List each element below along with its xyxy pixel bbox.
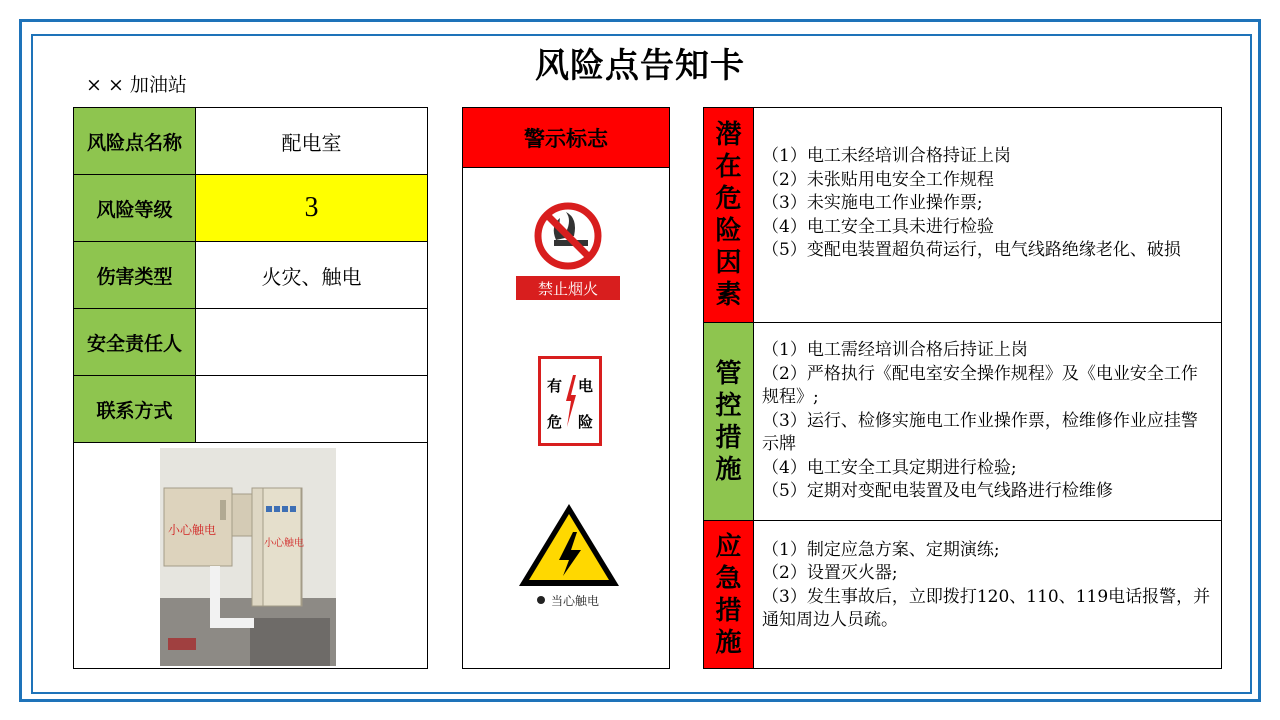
no-smoking-icon [514,200,622,304]
list-item: （1）制定应急方案、定期演练; [762,539,1000,560]
value-contact [196,376,427,442]
control-items [762,323,1213,520]
photo-label-2: 小心触电 [264,538,304,549]
heading-char: 因 [715,248,742,278]
warning-signs-header: 警示标志 [463,108,669,168]
photo-label-1: 小心触电 [168,523,217,537]
label-injury-type: 伤害类型 [74,242,196,308]
distribution-room-photo [160,448,336,666]
sign-char-wei: 危 [547,413,563,431]
list-item: （3）运行、检修实施电工作业操作票，检维修作业应挂警示牌 [762,410,1198,455]
heading-char: 潜 [715,120,742,150]
warning-signs-column [462,107,670,669]
station-name: × × 加油站 [86,74,187,96]
heading-char: 措 [715,595,742,626]
heading-char: 措 [715,422,742,453]
measures-table [703,107,1222,669]
row-contact [74,376,427,443]
electric-shock-warning-icon [517,502,621,614]
list-item: （3）发生事故后，立即拨打120、110、119电话报警，并通知周边人员疏。 [762,586,1211,630]
value-risk-point-name: 配电室 [281,130,342,155]
sign-char-you: 有 [547,377,563,395]
label-contact: 联系方式 [74,376,196,442]
list-item: （4）电工安全工具定期进行检验; [762,457,1017,478]
row-responsible-person [74,309,427,376]
sign-char-dian: 电 [577,377,593,395]
section-potential-hazards [704,108,1221,323]
section-control-measures [704,323,1221,521]
emergency-items [762,521,1213,668]
heading-char: 施 [715,454,742,485]
risk-info-table [73,107,428,669]
list-item: （2）未张贴用电安全工作规程 [762,169,994,190]
heading-char: 管 [715,358,742,389]
section-emergency-measures [704,521,1221,668]
list-item: （3）未实施电工作业操作票; [762,193,983,214]
no-smoking-caption: 禁止烟火 [537,280,599,298]
label-responsible-person: 安全责任人 [74,309,196,375]
list-item: （5）变配电装置超负荷运行，电气线路绝缘老化、破损 [762,240,1181,261]
list-item: （1）电工需经培训合格后持证上岗 [762,340,1028,361]
heading-char: 险 [715,216,742,246]
electric-shock-caption: 当心触电 [551,594,600,608]
heading-char: 控 [715,390,742,421]
list-item: （2）设置灭火器; [762,563,898,583]
row-risk-level [74,175,427,242]
list-item: （5）定期对变配电装置及电气线路进行检维修 [762,481,1113,502]
value-risk-level: 3 [196,175,427,241]
lightning-bolt-icon [564,375,578,427]
value-responsible-person [196,309,427,375]
heading-emergency-measures [704,521,754,668]
heading-char: 素 [715,280,742,310]
heading-char: 在 [715,152,742,182]
danger-high-voltage-icon [538,356,602,446]
row-risk-point-name [74,108,427,175]
heading-char: 急 [715,563,742,594]
sign-char-xian: 险 [577,413,593,431]
list-item: （4）电工安全工具未进行检验 [762,216,994,237]
heading-control-measures [704,323,754,520]
list-item: （2）严格执行《配电室安全操作规程》及《电业安全工作规程》; [762,363,1198,408]
row-injury-type [74,242,427,309]
heading-char: 施 [715,627,742,658]
heading-char: 应 [715,531,742,562]
hazard-items [762,108,1213,322]
heading-char: 危 [715,184,742,214]
list-item: （1）电工未经培训合格持证上岗 [762,146,1011,167]
heading-potential-hazards [704,108,754,322]
value-injury-type: 火灾、触电 [261,264,362,289]
label-risk-level: 风险等级 [74,175,196,241]
label-risk-point-name: 风险点名称 [74,108,196,174]
card-title: 风险点告知卡 [535,46,745,86]
